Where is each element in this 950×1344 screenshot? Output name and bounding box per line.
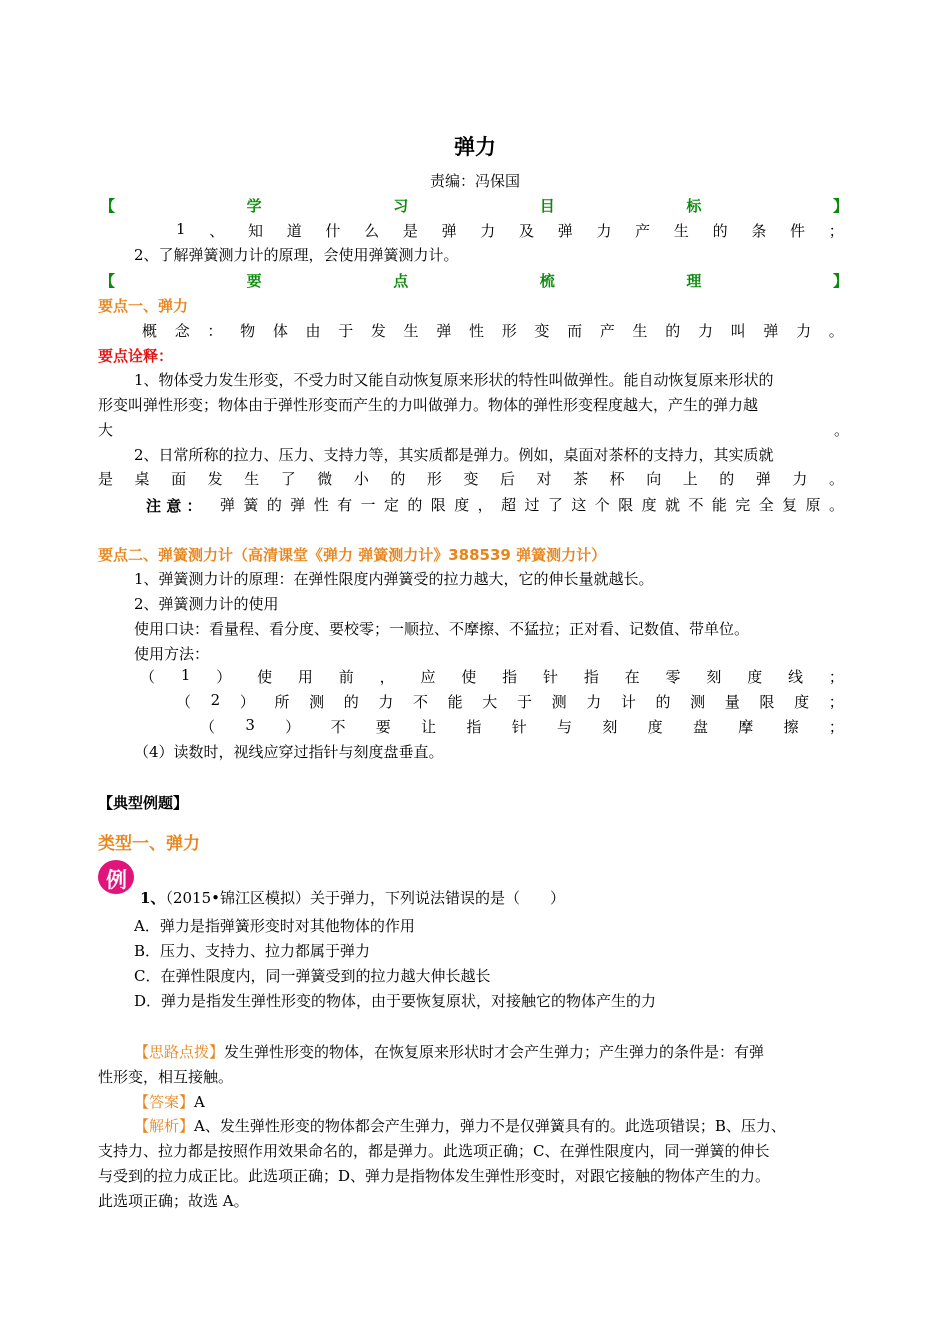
spread-char: 3 <box>245 716 255 734</box>
spread-char: 。 <box>828 322 844 340</box>
spread-char: 叫 <box>730 322 746 340</box>
spread-char: 的 <box>719 470 735 488</box>
examples-header: 【典型例题】 <box>98 794 189 812</box>
point1-title: 要点一、弹力 <box>98 297 189 315</box>
spread-char: 线 <box>788 668 804 686</box>
spread-char: 所 <box>274 693 290 711</box>
spread-char: 应 <box>420 668 436 686</box>
spread-char: 力 <box>480 222 496 240</box>
hint-text: 发生弹性形变的物体，在恢复原来形状时才会产生弹力；产生弹力的条件是：有弹 <box>224 1043 765 1061</box>
analysis-tag: 【解析】 <box>134 1117 195 1135</box>
spread-char: 性 <box>313 496 329 514</box>
spread-char: 度 <box>747 668 763 686</box>
spread-char: 力 <box>796 322 812 340</box>
analysis-line3: 与受到的拉力成正比。此选项正确；D、弹力是指物体发生弹性形变时，对跟它接触的物体产生的力。 <box>98 1167 771 1185</box>
spread-char: 有 <box>337 496 353 514</box>
spread-char: 刻 <box>706 668 722 686</box>
spread-char: 的 <box>390 470 406 488</box>
section-header-points <box>100 270 848 291</box>
p2-line2: 2、弹簧测力计的使用 <box>134 595 279 613</box>
spread-char: ； <box>828 668 844 686</box>
analysis-line1 <box>134 1114 786 1139</box>
answer-line <box>134 1090 205 1115</box>
spread-char: ： <box>207 322 223 340</box>
spread-char: 弹 <box>557 222 573 240</box>
spread-char: 定 <box>383 496 399 514</box>
spread-char: 度 <box>454 496 470 514</box>
analysis-line4: 此选项正确；故选 A。 <box>98 1192 249 1210</box>
spread-char: 对 <box>536 470 552 488</box>
spread-char: 的 <box>655 693 671 711</box>
spread-char: 及 <box>519 222 535 240</box>
spread-char: 限 <box>759 693 775 711</box>
spread-char: 测 <box>690 693 706 711</box>
spread-char: 力 <box>586 693 602 711</box>
option-c: C．在弹性限度内，同一弹簧受到的拉力越大伸长越长 <box>134 967 491 985</box>
hint-line2: 性形变，相互接触。 <box>98 1068 234 1086</box>
spread-char: 于 <box>516 693 532 711</box>
spread-char: 弹 <box>763 322 779 340</box>
spread-char: 不 <box>413 693 429 711</box>
para1-line3-start: 大 <box>98 421 114 439</box>
spread-char: 后 <box>500 470 516 488</box>
spread-char: 指 <box>502 668 518 686</box>
spread-char: 能 <box>447 693 463 711</box>
spread-char: 针 <box>511 718 527 736</box>
spread-char: 什 <box>325 222 341 240</box>
spread-char: 大 <box>482 693 498 711</box>
para1-line3-end: 。 <box>834 421 850 439</box>
spread-char: 【 <box>100 197 116 215</box>
spread-char: 性 <box>469 322 485 340</box>
spread-char: 完 <box>735 496 751 514</box>
para1-line2: 形变叫弹性形变；物体由于弹性形变而产生的力叫做弹力。物体的弹性形变程度越大，产生的弹力越 <box>98 396 759 414</box>
spread-char: 点 <box>393 272 409 290</box>
option-b: B．压力、支持力、拉力都属于弹力 <box>134 942 371 960</box>
p2-line4: 使用方法： <box>134 645 210 663</box>
spread-char: 物 <box>240 322 256 340</box>
spread-char: ， <box>477 496 493 514</box>
spread-char: 向 <box>646 470 662 488</box>
spread-char: 超 <box>501 496 517 514</box>
para1-line1: 1、物体受力发生形变，不受力时又能自动恢复原来形状的特性叫做弹性。能自动恢复原来形状的 <box>134 371 774 389</box>
spread-char: 目 <box>539 197 555 215</box>
spread-char: 了 <box>280 470 296 488</box>
spread-char: 力 <box>792 470 808 488</box>
spread-char: 的 <box>343 693 359 711</box>
method-3 <box>200 716 844 737</box>
spread-char: 了 <box>547 496 563 514</box>
spread-char: 】 <box>832 197 848 215</box>
section-header-goals <box>100 195 848 216</box>
type1-title: 类型一、弹力 <box>98 834 200 854</box>
spread-char: 量 <box>724 693 740 711</box>
spread-char: 弹 <box>436 322 452 340</box>
spread-char: 生 <box>673 222 689 240</box>
spread-char: 发 <box>370 322 386 340</box>
spread-char: 件 <box>790 222 806 240</box>
spread-char: ） <box>216 668 232 686</box>
spread-char: 要 <box>246 272 262 290</box>
spread-char: 不 <box>688 496 704 514</box>
spread-char: 、 <box>209 222 225 240</box>
spread-char: 前 <box>338 668 354 686</box>
spread-char: 杯 <box>609 470 625 488</box>
spread-char: ） <box>239 693 255 711</box>
spread-char: ； <box>828 718 844 736</box>
spread-char: 限 <box>430 496 446 514</box>
spread-char: 度 <box>641 496 657 514</box>
spread-char: 变 <box>534 322 550 340</box>
spread-char: 测 <box>551 693 567 711</box>
spread-char: 形 <box>501 322 517 340</box>
example-badge-label: 例 <box>106 868 127 892</box>
spread-char: 一 <box>360 496 376 514</box>
spread-char: 念 <box>174 322 190 340</box>
spread-char: 小 <box>353 470 369 488</box>
spread-char: 能 <box>711 496 727 514</box>
spread-char: 】 <box>832 272 848 290</box>
spread-char: 么 <box>364 222 380 240</box>
spread-char: 知 <box>247 222 263 240</box>
analysis-text: A、发生弹性形变的物体都会产生弹力，弹力不是仅弹簧具有的。此选项错误；B、压力、 <box>194 1117 786 1135</box>
spread-char: 梳 <box>539 272 555 290</box>
option-d: D．弹力是指发生弹性形变的物体，由于要恢复原状，对接触它的物体产生的力 <box>134 992 657 1010</box>
para2-line2 <box>98 468 844 489</box>
spread-char: 个 <box>594 496 610 514</box>
spread-char: 弹 <box>441 222 457 240</box>
spread-char: 测 <box>309 693 325 711</box>
spread-char: 在 <box>624 668 640 686</box>
analysis-line2: 支持力、拉力都是按照作用效果命名的，都是弹力。此选项正确；C、在弹性限度内，同一弹簧的伸长 <box>98 1142 770 1160</box>
p2-line3: 使用口诀：看量程、看分度、要校零；一顺拉、不摩擦、不猛拉；正对看、记数值、带单位。 <box>134 620 750 638</box>
spread-char: 理 <box>686 272 702 290</box>
spread-char: 1 <box>180 666 191 684</box>
spread-char: 用 <box>297 668 313 686</box>
spread-char: 针 <box>542 668 558 686</box>
spread-char: 与 <box>557 718 573 736</box>
editor-line: 责编：冯保国 <box>429 172 520 190</box>
spread-char: 产 <box>635 222 651 240</box>
spread-char: 使 <box>257 668 273 686</box>
spread-char: 弹 <box>220 496 236 514</box>
spread-char: 力 <box>596 222 612 240</box>
spread-char: 摩 <box>738 718 754 736</box>
answer-tag: 【答案】 <box>134 1093 195 1111</box>
spread-char: 指 <box>583 668 599 686</box>
spread-char: 计 <box>620 693 636 711</box>
spread-char: 是 <box>402 222 418 240</box>
answer-value: A <box>194 1093 205 1111</box>
p2-line1: 1、弹簧测力计的原理：在弹性限度内弹簧受的拉力越大，它的伸长量就越长。 <box>134 570 654 588</box>
note-label: 注 意 ： <box>146 497 202 515</box>
spread-char: 的 <box>665 322 681 340</box>
spread-char: ， <box>379 668 395 686</box>
spread-char: 的 <box>266 496 282 514</box>
spread-char: 度 <box>647 718 663 736</box>
spread-char: 习 <box>393 197 409 215</box>
spread-char: 力 <box>378 693 394 711</box>
spread-char: 让 <box>421 718 437 736</box>
question-text: （2015•锦江区模拟）关于弹力，下列说法错误的是（ ） <box>165 889 565 907</box>
option-a: A．弹力是指弹簧形变时对其他物体的作用 <box>134 917 415 935</box>
spread-char: 弹 <box>755 470 771 488</box>
spread-char: 变 <box>463 470 479 488</box>
spread-char: 这 <box>571 496 587 514</box>
question-1 <box>140 886 565 911</box>
spread-char: 。 <box>828 496 844 514</box>
method-2 <box>176 691 844 712</box>
spread-char: （ <box>200 718 216 736</box>
note-line <box>220 494 844 515</box>
method-4: （4）读数时，视线应穿过指针与刻度盘垂直。 <box>134 743 444 761</box>
spread-char: 由 <box>305 322 321 340</box>
spread-char: 力 <box>697 322 713 340</box>
spread-char: ； <box>828 693 844 711</box>
spread-char: 于 <box>338 322 354 340</box>
spread-char: 刻 <box>602 718 618 736</box>
spread-char: 弹 <box>290 496 306 514</box>
spread-char: （ <box>140 668 156 686</box>
spread-char: 上 <box>682 470 698 488</box>
explain-title: 要点诠释： <box>98 347 174 365</box>
spread-char: 学 <box>246 197 262 215</box>
spread-char: 标 <box>686 197 702 215</box>
spread-char: 条 <box>751 222 767 240</box>
spread-char: 【 <box>100 272 116 290</box>
hint-tag: 【思路点拨】 <box>134 1043 225 1061</box>
goal-item-2: 2、了解弹簧测力计的原理，会使用弹簧测力计。 <box>134 246 459 264</box>
spread-char: ； <box>828 222 844 240</box>
spread-char: 的 <box>712 222 728 240</box>
spread-char: （ <box>176 693 192 711</box>
spread-char: 不 <box>330 718 346 736</box>
example-badge <box>98 860 134 894</box>
spread-char: 道 <box>286 222 302 240</box>
para2-line1: 2、日常所称的拉力、压力、支持力等，其实质都是弹力。例如，桌面对茶杯的支持力，其实质就 <box>134 446 774 464</box>
spread-char: 2 <box>210 691 221 709</box>
method-1 <box>140 666 844 687</box>
spread-char: 生 <box>244 470 260 488</box>
spread-char: 产 <box>599 322 615 340</box>
spread-char: 零 <box>665 668 681 686</box>
spread-char: 微 <box>317 470 333 488</box>
spread-char: 擦 <box>783 718 799 736</box>
spread-char: 体 <box>272 322 288 340</box>
spread-char: 要 <box>375 718 391 736</box>
spread-char: 原 <box>805 496 821 514</box>
spread-char: 概 <box>142 322 158 340</box>
question-number: 1、 <box>140 889 166 907</box>
spread-char: 茶 <box>573 470 589 488</box>
spread-char: 盘 <box>692 718 708 736</box>
spread-char: 生 <box>632 322 648 340</box>
spread-char: 复 <box>782 496 798 514</box>
spread-char: 过 <box>524 496 540 514</box>
spread-char: 全 <box>758 496 774 514</box>
spread-char: 使 <box>461 668 477 686</box>
concept-line <box>142 320 844 341</box>
page-title: 弹力 <box>454 135 496 159</box>
spread-char: 限 <box>618 496 634 514</box>
spread-char: 。 <box>828 470 844 488</box>
spread-char: 1 <box>176 220 186 238</box>
spread-char: 发 <box>207 470 223 488</box>
goal-item-1 <box>176 220 844 241</box>
spread-char: 是 <box>98 470 114 488</box>
spread-char: 面 <box>171 470 187 488</box>
spread-char: 簧 <box>243 496 259 514</box>
spread-char: ） <box>285 718 301 736</box>
spread-char: 桌 <box>134 470 150 488</box>
spread-char: 的 <box>407 496 423 514</box>
spread-char: 而 <box>567 322 583 340</box>
spread-char: 就 <box>665 496 681 514</box>
hint-line1 <box>134 1040 764 1065</box>
spread-char: 生 <box>403 322 419 340</box>
spread-char: 形 <box>426 470 442 488</box>
spread-char: 度 <box>794 693 810 711</box>
point2-title: 要点二、弹簧测力计（高清课堂《弹力 弹簧测力计》388539 弹簧测力计） <box>98 546 607 564</box>
spread-char: 指 <box>466 718 482 736</box>
